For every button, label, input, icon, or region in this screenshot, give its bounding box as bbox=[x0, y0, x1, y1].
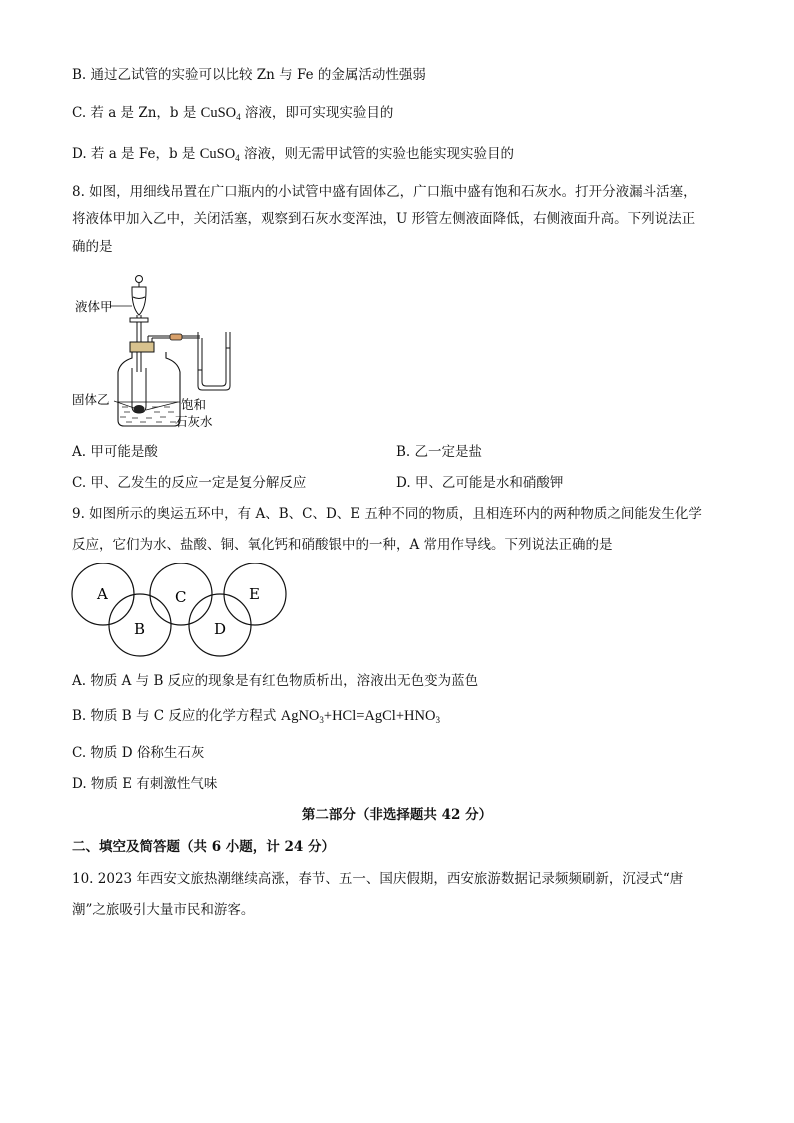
q8-stem-line-2: 将液体甲加入乙中，关闭活塞，观察到石灰水变浑浊，U 形管左侧液面降低，右侧液面升高。下列说法正 bbox=[72, 211, 696, 227]
q9-option-c: C. 物质 D 俗称生石灰 bbox=[72, 745, 205, 761]
q8-stem-line-3: 确的是 bbox=[72, 239, 113, 255]
q9-option-d: D. 物质 E 有刺激性气味 bbox=[72, 776, 218, 792]
q8-option-c: C. 甲、乙发生的反应一定是复分解反应 bbox=[72, 475, 307, 491]
q7-option-d-text: D. 若 a 是 Fe，b 是 bbox=[72, 146, 200, 162]
q8-apparatus-figure bbox=[70, 270, 250, 435]
label-liquid-a: 液体甲 bbox=[75, 299, 113, 314]
label-lime-water: 石灰水 bbox=[175, 414, 213, 429]
rubber-stopper bbox=[130, 342, 154, 352]
q9-option-b-text: B. 物质 B 与 C 反应的化学方程式 bbox=[72, 708, 281, 724]
label-solid-b: 固体乙 bbox=[72, 392, 110, 407]
q7-option-c-formula-sub: 4 bbox=[236, 112, 241, 122]
q8-option-d: D. 甲、乙可能是水和硝酸钾 bbox=[396, 475, 564, 491]
q9-option-a: A. 物质 A 与 B 反应的现象是有红色物质析出，溶液出无色变为蓝色 bbox=[72, 673, 479, 689]
separatory-funnel bbox=[130, 276, 148, 373]
q10-line-2: 潮”之旅吸引大量市民和游客。 bbox=[72, 902, 255, 918]
q8-option-b: B. 乙一定是盐 bbox=[396, 444, 483, 460]
ring-label-a: A bbox=[97, 585, 108, 603]
q7-option-b: B. 通过乙试管的实验可以比较 Zn 与 Fe 的金属活动性强弱 bbox=[72, 67, 426, 83]
q7-option-d-formula bbox=[200, 146, 240, 162]
q7-option-d-text-end: 溶液，则无需甲试管的实验也能实现实验目的 bbox=[239, 146, 514, 162]
section-two-heading: 二、填空及简答题（共 6 小题，计 24 分） bbox=[72, 839, 335, 855]
u-tube bbox=[198, 332, 230, 390]
q9-option-b bbox=[72, 706, 440, 726]
ring-label-b: B bbox=[134, 620, 146, 638]
solid-b bbox=[134, 405, 145, 413]
q9-equation-part-2: +HCl=AgCl+HNO bbox=[323, 708, 436, 724]
olympic-rings-figure bbox=[68, 563, 292, 663]
q9-equation-part-1: AgNO bbox=[280, 708, 320, 724]
q8-option-a: A. 甲可能是酸 bbox=[72, 444, 158, 460]
rubber-tube-joint bbox=[170, 334, 182, 340]
q9-stem-line-2: 反应，它们为水、盐酸、铜、氧化钙和硝酸银中的一种，A 常用作导线。下列说法正确的是 bbox=[72, 537, 613, 553]
ring-label-d: D bbox=[214, 620, 227, 638]
q7-option-d bbox=[72, 144, 514, 164]
q7-option-d-formula-main: CuSO bbox=[199, 146, 236, 162]
q10-line-1: 10. 2023 年西安文旅热潮继续高涨，春节、五一、国庆假期，西安旅游数据记录频频刷新，沉浸式“唐 bbox=[72, 871, 684, 887]
q8-stem-line-1: 8. 如图，用细线吊置在广口瓶内的小试管中盛有固体乙，广口瓶中盛有饱和石灰水。打开分液漏斗活塞， bbox=[72, 184, 697, 200]
q7-option-d-formula-sub: 4 bbox=[235, 153, 240, 163]
q7-option-c-text-end: 溶液，即可实现实验目的 bbox=[240, 105, 394, 121]
ring-label-c: C bbox=[175, 588, 187, 606]
q7-option-c-text: C. 若 a 是 Zn，b 是 bbox=[72, 105, 201, 121]
label-saturated: 饱和 bbox=[181, 397, 207, 412]
part-two-heading: 第二部分（非选择题共 42 分） bbox=[301, 807, 493, 823]
q7-option-c-formula-main: CuSO bbox=[200, 105, 237, 121]
wide-mouth-bottle bbox=[118, 352, 180, 426]
q7-option-c bbox=[72, 103, 393, 123]
q9-option-b-equation bbox=[281, 708, 440, 724]
q9-equation-sub-1: 3 bbox=[319, 715, 324, 725]
lime-water bbox=[118, 402, 180, 422]
q7-option-c-formula bbox=[201, 105, 241, 121]
ring-label-e: E bbox=[249, 585, 260, 603]
q9-stem-line-1: 9. 如图所示的奥运五环中，有 A、B、C、D、E 五种不同的物质，且相连环内的两种物质之间能发生化学 bbox=[72, 506, 702, 522]
q9-equation-sub-2: 3 bbox=[435, 715, 440, 725]
